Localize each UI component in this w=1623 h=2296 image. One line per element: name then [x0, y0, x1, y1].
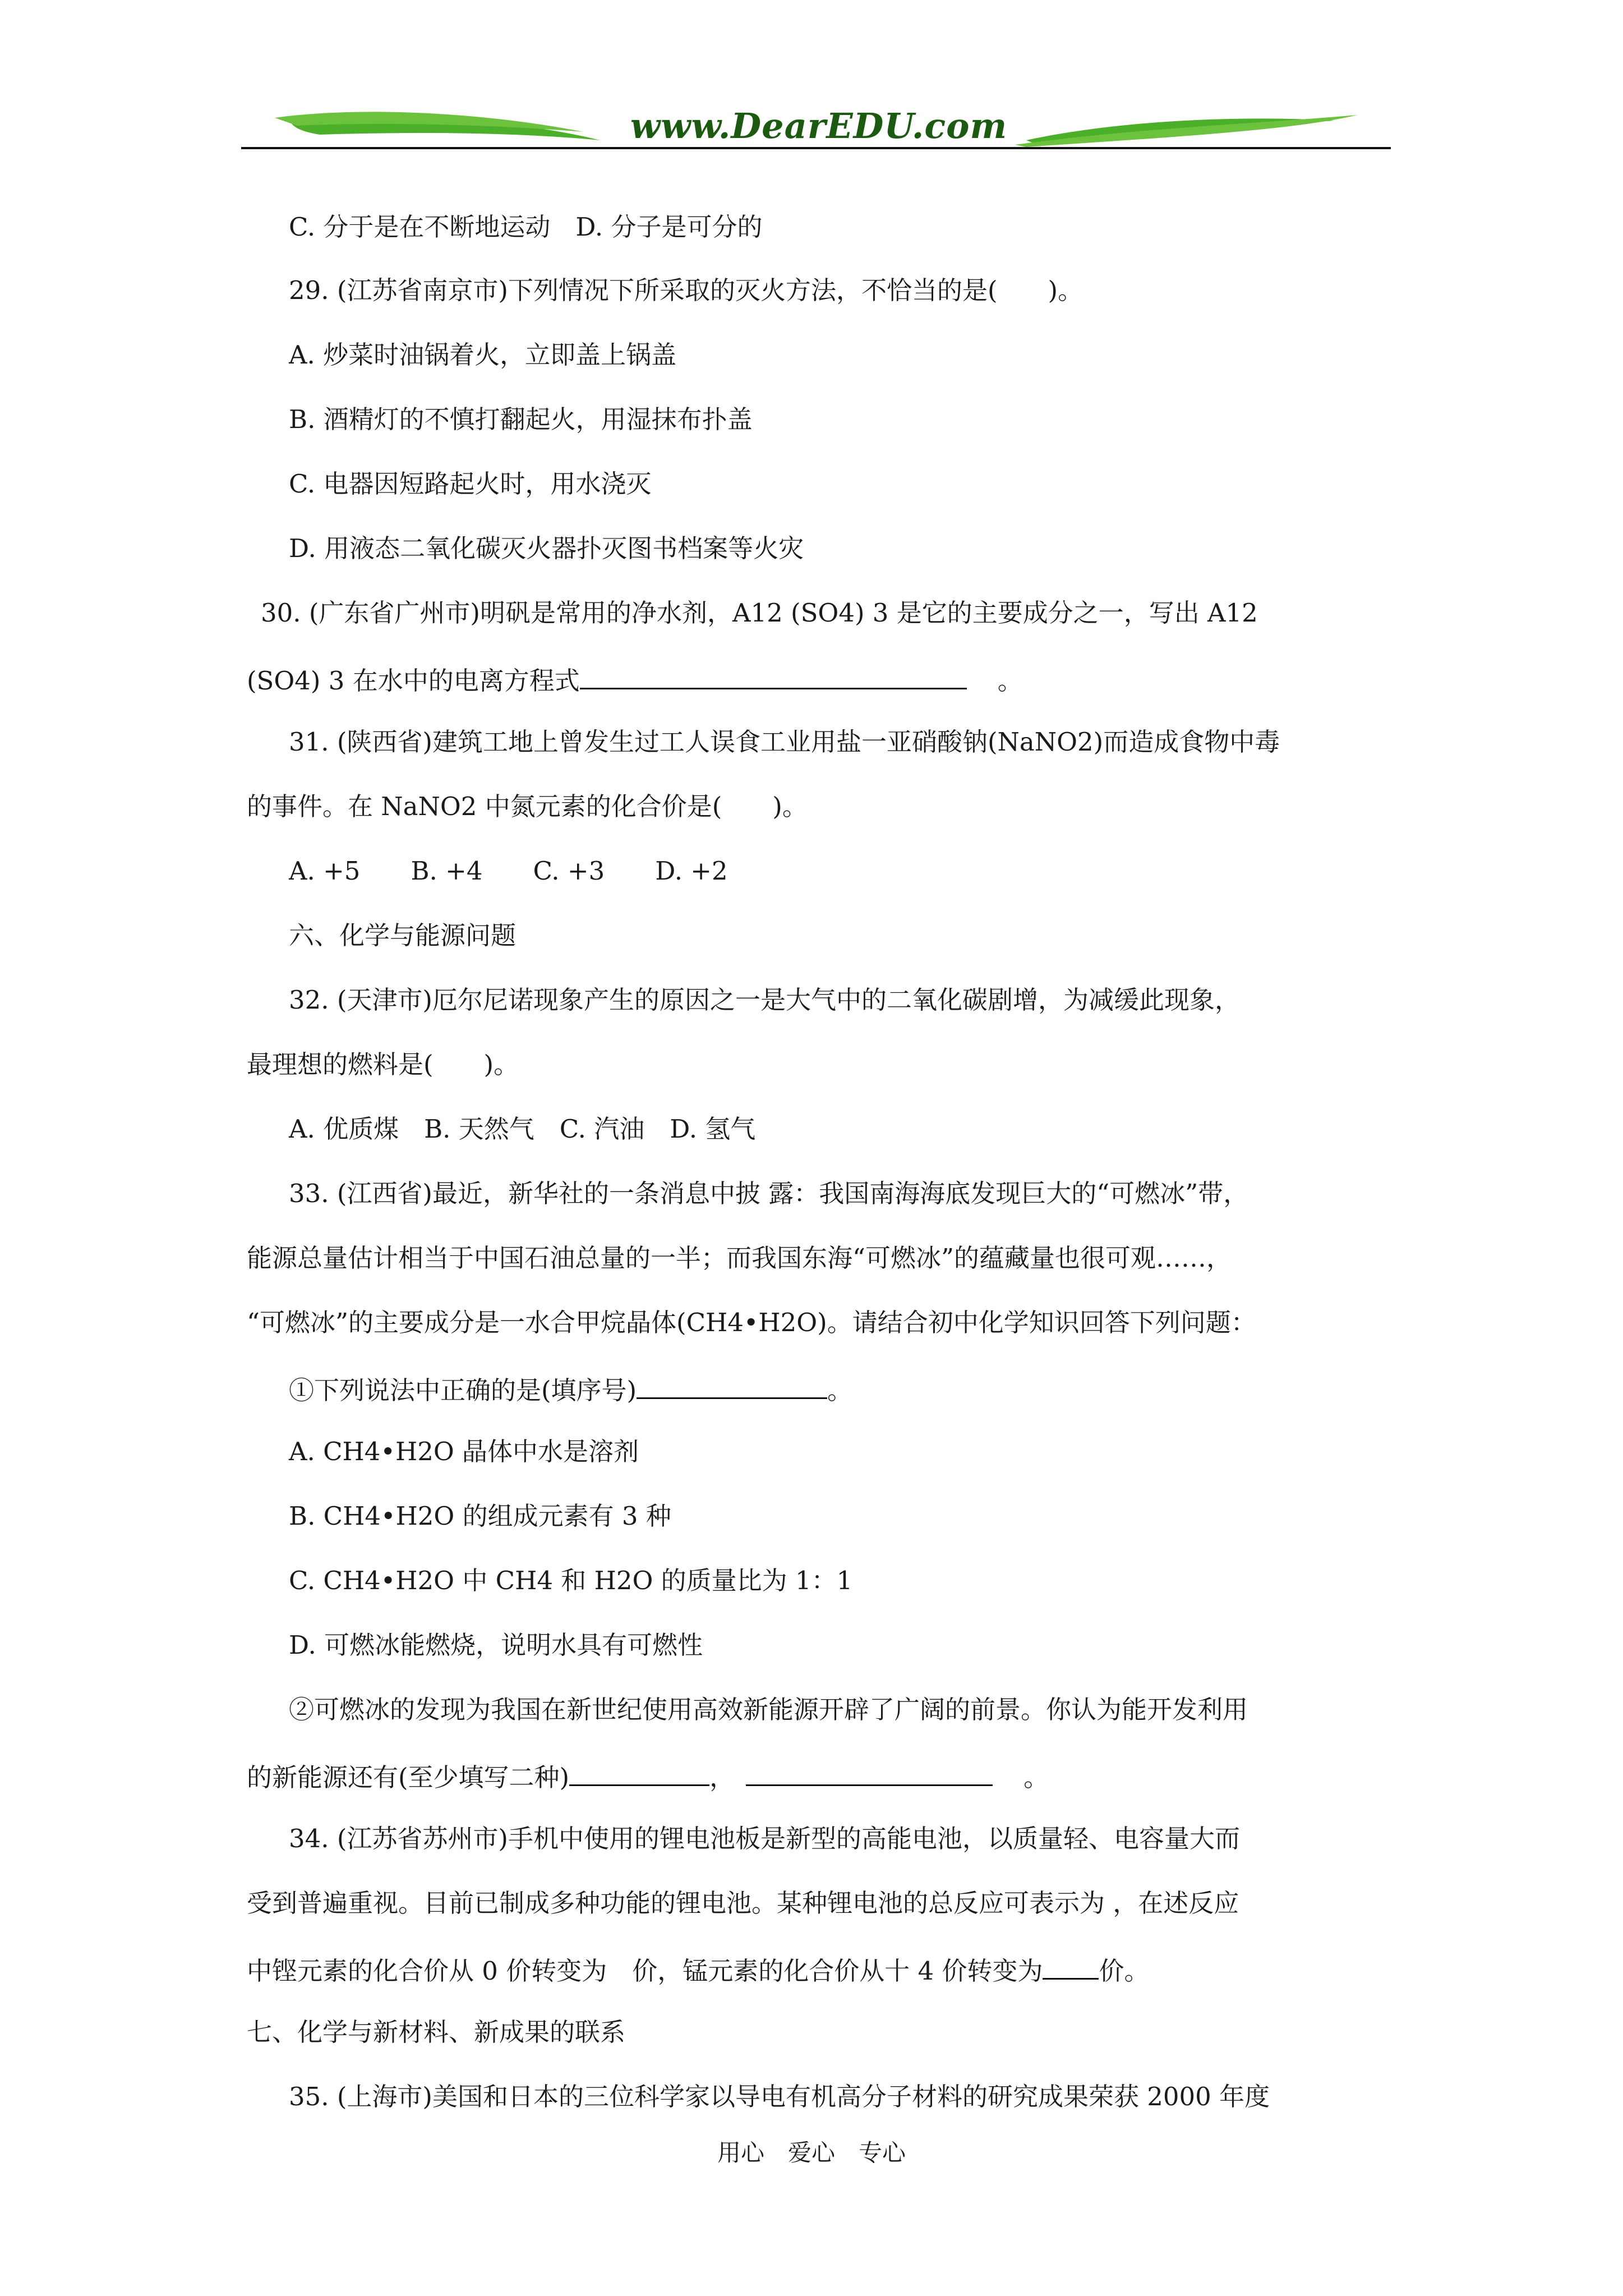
question-34-line1: 34. (江苏省苏州市)手机中使用的锂电池板是新型的高能电池，以质量轻、电容量大而 — [289, 1824, 1240, 1853]
page-footer: 用心 爱心 专心 — [717, 2139, 906, 2166]
q33-part2-end: 。 — [1023, 1763, 1049, 1792]
q33-option-c: C. CH4•H2O 中 CH4 和 H2O 的质量比为 1：1 — [289, 1566, 853, 1595]
question-33-line3: “可燃冰”的主要成分是一水合甲烷晶体(CH4•H2O)。请结合初中化学知识回答下列问题： — [247, 1308, 1256, 1337]
q34-prompt: 中铿元素的化合价从 0 价转变为 价，锰元素的化合价从十 4 价转变为 — [247, 1956, 1043, 1986]
q34-blank[interactable] — [1043, 1951, 1099, 1980]
q32-options: A. 优质煤 B. 天然气 C. 汽油 D. 氢气 — [289, 1114, 756, 1144]
q33-option-a: A. CH4•H2O 晶体中水是溶剂 — [289, 1437, 639, 1466]
q33-part1-end: 。 — [827, 1375, 853, 1405]
question-32-line1: 32. (天津市)厄尔尼诺现象产生的原因之一是大气中的二氧化碳剧增，为减缓此现象， — [289, 985, 1240, 1015]
question-30-line1: 30. (广东省广州市)明矾是常用的净水剂，A12 (SO4) 3 是它的主要成分之一，写出 A12 — [261, 598, 1258, 628]
site-logo-header — [241, 101, 1391, 163]
question-34-line2: 受到普遍重视。目前已制成多种功能的锂电池。某种锂电池的总反应可表示为 ，在述反应 — [247, 1888, 1239, 1918]
question-33-line1: 33. (江西省)最近，新华社的一条消息中披 露：我国南海海底发现巨大的“可燃冰”带， — [289, 1179, 1249, 1208]
question-29: 29. (江苏省南京市)下列情况下所采取的灭火方法，不恰当的是( )。 — [289, 275, 1083, 305]
q29-option-a: A. 炒菜时油锅着火，立即盖上锅盖 — [289, 340, 677, 370]
question-35-line1: 35. (上海市)美国和日本的三位科学家以导电有机高分子材料的研究成果荣获 2000 年度 — [289, 2082, 1270, 2111]
question-30-line2 — [247, 661, 1023, 694]
q33-part2-blank2[interactable] — [746, 1757, 993, 1786]
q33-option-b: B. CH4•H2O 的组成元素有 3 种 — [289, 1501, 671, 1531]
q29-option-d: D. 用液态二氧化碳灭火器扑灭图书档案等火灾 — [289, 533, 804, 563]
q29-option-b: B. 酒精灯的不慎打翻起火，用湿抹布扑盖 — [289, 404, 753, 434]
q31-options: A. +5 B. +4 C. +3 D. +2 — [289, 856, 728, 886]
question-31-line2: 的事件。在 NaNO2 中氮元素的化合价是( )。 — [247, 792, 808, 821]
header-divider — [241, 147, 1391, 149]
q30-answer-blank[interactable] — [580, 661, 967, 689]
q33-option-d: D. 可燃冰能燃烧，说明水具有可燃性 — [289, 1630, 703, 1660]
q33-part2-line2 — [247, 1757, 1049, 1791]
q29-option-c: C. 电器因短路起火时，用水浇灭 — [289, 469, 652, 499]
q34-end: 价。 — [1099, 1956, 1150, 1986]
q30-end-mark: 。 — [997, 666, 1023, 696]
q30-prompt: (SO4) 3 在水中的电离方程式 — [247, 666, 580, 696]
question-34-line3 — [247, 1951, 1150, 1985]
question-33-line2: 能源总量估计相当于中国石油总量的一半；而我国东海“可燃冰”的蕴藏量也很可观……， — [247, 1243, 1232, 1273]
question-31-line1: 31. (陕西省)建筑工地上曾发生过工人误食工业用盐一亚硝酸钠(NaNO2)而造成食物中毒 — [289, 727, 1280, 757]
q33-part2-blank1[interactable] — [569, 1757, 709, 1786]
section-7-heading: 七、化学与新材料、新成果的联系 — [247, 2017, 626, 2047]
q33-part2-prompt: 的新能源还有(至少填写二种) — [247, 1763, 570, 1792]
logo-text[interactable]: www.DearEDU.com — [630, 105, 1008, 146]
section-6-heading: 六、化学与能源问题 — [289, 921, 517, 950]
q33-part1-blank[interactable] — [637, 1370, 827, 1399]
q33-part2-line1: ②可燃冰的发现为我国在新世纪使用高效新能源开辟了广阔的前景。你认为能开发利用 — [289, 1695, 1248, 1724]
q33-part1-prompt: ①下列说法中正确的是(填序号) — [289, 1375, 637, 1405]
q33-part1 — [289, 1370, 852, 1404]
question-32-line2: 最理想的燃料是( )。 — [247, 1050, 519, 1079]
option-line-c-d: C. 分于是在不断地运动 D. 分子是可分的 — [289, 212, 763, 242]
q33-part2-comma: ， — [709, 1763, 735, 1792]
